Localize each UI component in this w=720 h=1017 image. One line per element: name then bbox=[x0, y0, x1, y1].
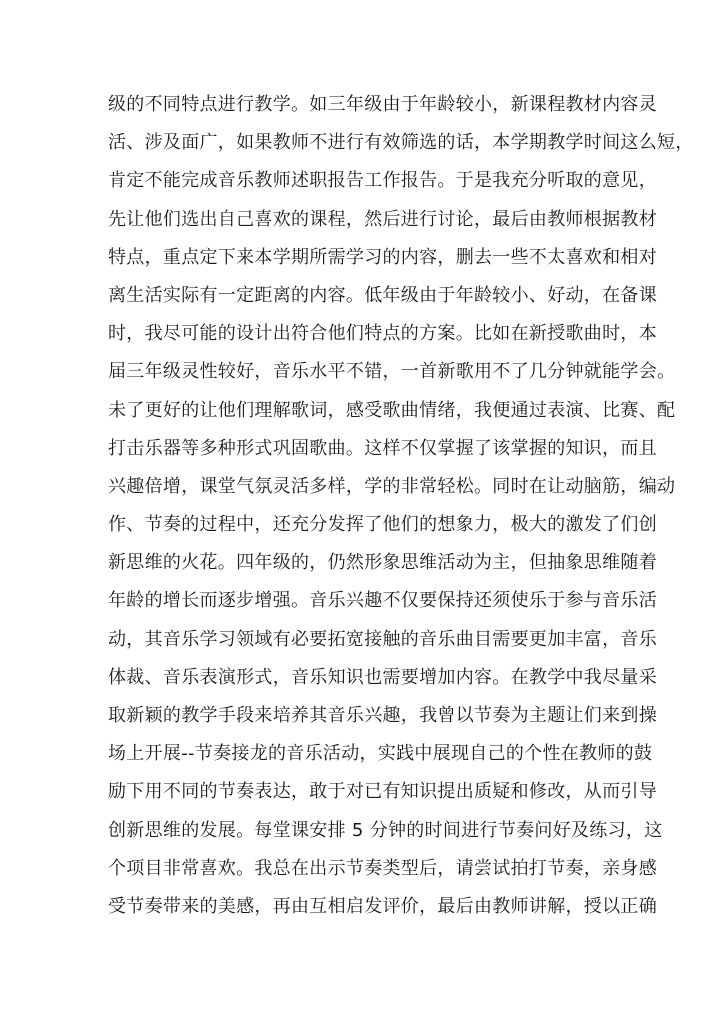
text-line: 励下用不同的节奏表达，敢于对已有知识提出质疑和修改，从而引导 bbox=[108, 781, 657, 803]
text-line: 肯定不能完成音乐教师述职报告工作报告。于是我充分听取的意见， bbox=[108, 170, 657, 192]
text-line: 级的不同特点进行教学。如三年级由于年龄较小，新课程教材内容灵 bbox=[108, 94, 657, 115]
text-line: 时，我尽可能的设计出符合他们特点的方案。比如在新授歌曲时，本 bbox=[108, 323, 657, 345]
text-line: 离生活实际有一定距离的内容。低年级由于年龄较小、好动，在备课 bbox=[108, 284, 657, 306]
text-line: 未了更好的让他们理解歌词，感受歌曲情绪，我便通过表演、比赛、配 bbox=[108, 399, 676, 421]
text-line: 届三年级灵性较好，音乐水平不错，一首新歌用不了几分钟就能学会。 bbox=[108, 361, 676, 383]
text-line: 场上开展--节奏接龙的音乐活动，实践中展现自己的个性在教师的鼓 bbox=[108, 743, 653, 765]
text-line: 动，其音乐学习领域有必要拓宽接触的音乐曲目需要更加丰富，音乐 bbox=[108, 628, 657, 650]
text-line: 个项目非常喜欢。我总在出示节奏类型后，请尝试拍打节奏，亲身感 bbox=[108, 857, 657, 879]
text-line: 活、涉及面广，如果教师不进行有效筛选的话，本学期教学时间这么短， bbox=[108, 132, 694, 154]
body-text bbox=[108, 86, 694, 926]
text-line: 先让他们选出自己喜欢的课程，然后进行讨论，最后由教师根据教材 bbox=[108, 208, 657, 230]
text-line: 年龄的增长而逐步增强。音乐兴趣不仅要保持还须使乐于参与音乐活 bbox=[108, 590, 657, 612]
text-line: 创新思维的发展。每堂课安排 5 分钟的时间进行节奏问好及练习，这 bbox=[108, 819, 663, 841]
text-line: 兴趣倍增，课堂气氛灵活多样，学的非常轻松。同时在让动脑筋，编动 bbox=[108, 475, 676, 497]
text-line: 特点，重点定下来本学期所需学习的内容，删去一些不太喜欢和相对 bbox=[108, 246, 657, 268]
text-line: 体裁、音乐表演形式，音乐知识也需要增加内容。在教学中我尽量采 bbox=[108, 666, 657, 688]
text-line: 打击乐器等多种形式巩固歌曲。这样不仅掌握了该掌握的知识，而且 bbox=[108, 437, 657, 459]
text-line: 新思维的火花。四年级的，仍然形象思维活动为主，但抽象思维随着 bbox=[108, 552, 657, 574]
text-line: 受节奏带来的美感，再由互相启发评价，最后由教师讲解，授以正确 bbox=[108, 895, 657, 917]
text-line: 作、节奏的过程中，还充分发挥了他们的想象力，极大的激发了们创 bbox=[108, 514, 657, 536]
text-line: 取新颖的教学手段来培养其音乐兴趣，我曾以节奏为主题让们来到操 bbox=[108, 705, 657, 726]
